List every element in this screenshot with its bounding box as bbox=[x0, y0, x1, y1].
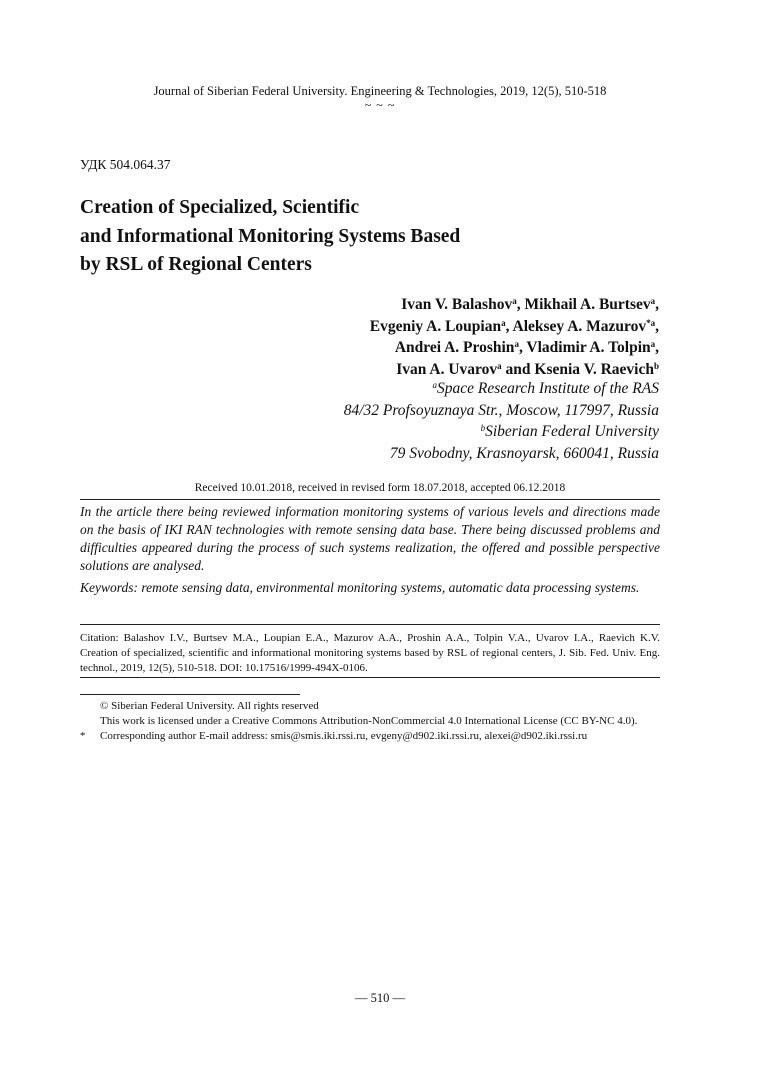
footnote-rule bbox=[80, 694, 300, 695]
abstract: In the article there being reviewed information monitoring systems of various levels and directions made on the basis of IKI RAN technologies with remote sensing data base. There being discussed problems and difficulties appeared during the process of such systems realization, the offered and possible perspective solutions are analysed. bbox=[80, 504, 660, 573]
author-name: Ivan A. Uvarov bbox=[396, 360, 498, 378]
author-name: Andrei A. Proshin bbox=[394, 339, 515, 356]
affiliations bbox=[344, 378, 659, 464]
license-note bbox=[80, 714, 680, 729]
author-affil-mark: a bbox=[514, 339, 519, 349]
paper-title bbox=[80, 194, 460, 280]
author-name: Ivan V. Balashov bbox=[401, 296, 513, 313]
affiliation-mark: b bbox=[480, 423, 486, 433]
author-name: Aleksey A. Mazurov bbox=[512, 317, 647, 335]
copyright-note bbox=[80, 699, 680, 714]
author-separator: , bbox=[655, 296, 659, 313]
author-affil-mark: a bbox=[497, 360, 502, 371]
author-affil-mark: a bbox=[650, 296, 656, 306]
license-text: This work is licensed under a Creative Commons Attribution-NonCommercial 4.0 International License (CC BY-NC 4.0). bbox=[100, 715, 638, 727]
author-affil-mark: a bbox=[501, 317, 506, 328]
journal-header: Journal of Siberian Federal University. Engineering & Technologies, 2019, 12(5), 510-518 bbox=[153, 84, 607, 98]
affiliation-name bbox=[344, 378, 659, 400]
author-separator: and bbox=[501, 360, 535, 378]
title-line: Creation of Specialized, Scientific bbox=[80, 197, 360, 218]
keywords: Keywords: remote sensing data, environmental monitoring systems, automatic data processing systems. bbox=[80, 580, 640, 595]
affiliation-org: Siberian Federal University bbox=[485, 423, 659, 440]
affiliation-address: 79 Svobodny, Krasnoyarsk, 660041, Russia bbox=[389, 444, 659, 462]
page-number: — 510 — bbox=[355, 991, 405, 1005]
author-separator: , bbox=[655, 317, 659, 335]
author-separator: , bbox=[505, 317, 513, 335]
title-line: and Informational Monitoring Systems Based bbox=[80, 225, 461, 247]
footnote-mark: * bbox=[80, 730, 86, 742]
received-dates: Received 10.01.2018, received in revised form 18.07.2018, accepted 06.12.2018 bbox=[194, 482, 566, 494]
author-line bbox=[370, 316, 659, 338]
citation-bottom-rule bbox=[80, 677, 660, 678]
author-separator: , bbox=[655, 339, 659, 356]
affiliation-name bbox=[344, 421, 659, 443]
author-name: Ksenia V. Raevich bbox=[534, 360, 654, 378]
author-name: Vladimir A. Tolpin bbox=[526, 339, 651, 356]
author-line bbox=[370, 359, 659, 381]
author-affil-mark: b bbox=[653, 360, 659, 371]
corresponding-text: Corresponding author E-mail address: smis@smis.iki.rssi.ru, evgeny@d902.iki.rssi.ru, alexei@d902.iki.rssi.ru bbox=[100, 730, 588, 742]
author-name: Evgeniy A. Loupian bbox=[369, 317, 502, 335]
header-separator: ~ ~ ~ bbox=[364, 98, 396, 112]
abstract-top-rule bbox=[80, 499, 660, 500]
affiliation-mark: a bbox=[432, 380, 438, 390]
author-separator: , bbox=[518, 339, 527, 356]
author-list bbox=[370, 294, 659, 380]
author-separator: , bbox=[516, 296, 525, 313]
affiliation-org: Space Research Institute of the RAS bbox=[437, 380, 659, 397]
author-affil-mark: *a bbox=[646, 317, 656, 328]
author-line bbox=[370, 294, 659, 316]
abstract-bottom-rule bbox=[80, 624, 660, 625]
footnotes bbox=[80, 699, 680, 744]
author-name: Mikhail A. Burtsev bbox=[524, 296, 651, 313]
udc-code: УДК 504.064.37 bbox=[80, 157, 171, 172]
corresponding-author-note bbox=[80, 729, 680, 744]
author-line bbox=[370, 337, 659, 359]
affiliation-address: 84/32 Profsoyuznaya Str., Moscow, 117997, Russia bbox=[343, 401, 659, 419]
citation: Citation: Balashov I.V., Burtsev M.A., Loupian E.A., Mazurov A.A., Proshin A.A., Tolpin V.A., Uvarov I.A., Raevich K.V. Creation of specialized, scientific and informational monitoring systems based by RSL of regional centers, J. Sib. Fed. Univ. Eng. technol., 2019, 12(5), 510-518. DOI: 10.17516/1999-494X-0106. bbox=[80, 632, 660, 674]
copyright-text: © Siberian Federal University. All rights reserved bbox=[100, 700, 319, 712]
title-line: by RSL of Regional Centers bbox=[80, 254, 312, 275]
author-affil-mark: a bbox=[512, 296, 517, 306]
author-affil-mark: a bbox=[650, 339, 656, 349]
